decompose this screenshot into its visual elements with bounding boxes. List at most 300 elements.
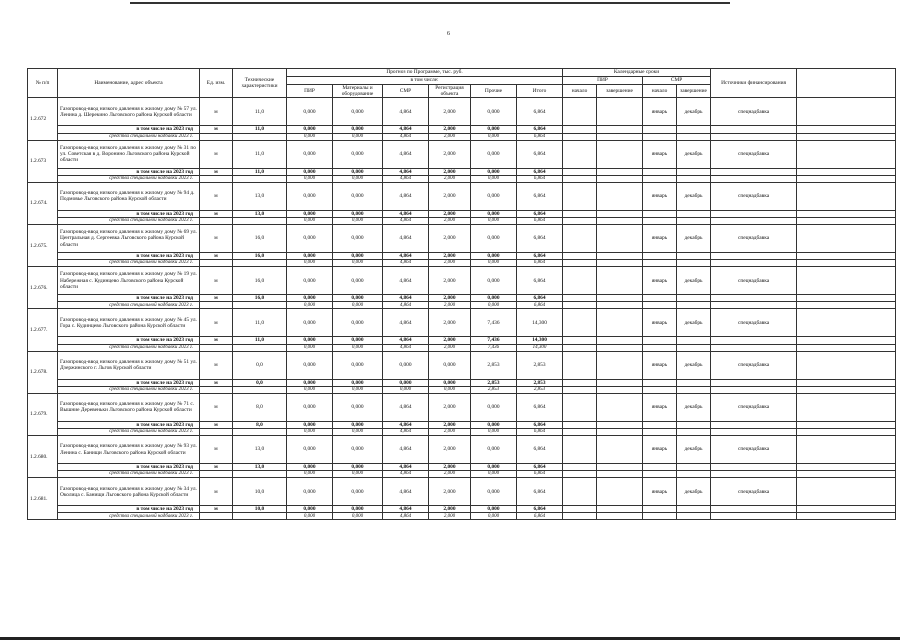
subtotal-empty (711, 253, 797, 260)
subtotal-unit: м (200, 253, 233, 260)
row-smr: 4,864 (383, 267, 429, 295)
row-smr-start: январь (643, 351, 677, 379)
header-pir: ПИР (287, 85, 333, 98)
funding-empty (677, 302, 711, 309)
subtotal-smr: 4,864 (383, 464, 429, 471)
row-smr-end: декабрь (677, 140, 711, 168)
funding-row (28, 218, 896, 225)
subtotal-reg: 2,000 (429, 337, 471, 344)
subtotal-smr: 4,864 (383, 126, 429, 133)
funding-tech (233, 302, 287, 309)
funding-total: 6,864 (517, 471, 563, 478)
row-source: спецнадбавка (711, 309, 797, 337)
funding-pir: 0,000 (287, 260, 333, 267)
subtotal-empty (677, 421, 711, 428)
subtotal-empty (563, 464, 597, 471)
funding-pir: 0,000 (287, 344, 333, 351)
subtotal-pir: 0,000 (287, 464, 333, 471)
funding-row (28, 513, 896, 520)
funding-empty (563, 386, 597, 393)
row-other: 0,000 (471, 140, 517, 168)
row-total: 6,864 (517, 267, 563, 295)
subtotal-other: 0,000 (471, 464, 517, 471)
row-materials: 0,000 (333, 225, 383, 253)
row-reg: 2,000 (429, 182, 471, 210)
subtotal-smr: 0,000 (383, 379, 429, 386)
subtotal-empty (711, 295, 797, 302)
funding-empty (797, 429, 896, 436)
row-total: 6,864 (517, 393, 563, 421)
header-calendar: Календарные сроки (563, 69, 711, 77)
row-total: 14,300 (517, 309, 563, 337)
funding-total: 14,300 (517, 344, 563, 351)
row-spare (797, 267, 896, 295)
table-row (28, 393, 896, 421)
subtotal-empty (597, 464, 643, 471)
row-name: Газопровод-ввод низкого давления к жилому дому № 34 ул. Околица с. Банищи Льговского района Курской области (58, 478, 200, 506)
subtotal-row (28, 379, 896, 386)
subtotal-tech: 13,0 (233, 464, 287, 471)
funding-empty (643, 133, 677, 140)
table-row (28, 267, 896, 295)
row-source: спецнадбавка (711, 478, 797, 506)
row-smr-start: январь (643, 436, 677, 464)
subtotal-tech: 11,0 (233, 168, 287, 175)
row-unit: м (200, 98, 233, 126)
funding-row (28, 260, 896, 267)
row-reg: 0,000 (429, 351, 471, 379)
subtotal-empty (597, 506, 643, 513)
row-name: Газопровод-ввод низкого давления к жилому дому № 69 ул. Центральная д. Сергеевка Льговского района Курской области (58, 225, 200, 253)
subtotal-unit: м (200, 168, 233, 175)
row-total: 6,864 (517, 478, 563, 506)
subtotal-empty (643, 379, 677, 386)
funding-empty (643, 175, 677, 182)
subtotal-empty (711, 126, 797, 133)
subtotal-empty (597, 253, 643, 260)
row-total: 6,864 (517, 140, 563, 168)
row-pir-end (597, 225, 643, 253)
header-pir-start: начало (563, 85, 597, 98)
funding-other: 0,000 (471, 429, 517, 436)
table-row (28, 225, 896, 253)
row-pir: 0,000 (287, 140, 333, 168)
subtotal-empty (563, 126, 597, 133)
subtotal-label: в том числе на 2023 год (58, 379, 200, 386)
subtotal-total: 6,864 (517, 421, 563, 428)
row-name: Газопровод-ввод низкого давления к жилому дому № 57 ул. Ленина д. Шерекино Льговского района Курской области (58, 98, 200, 126)
row-smr-end: декабрь (677, 182, 711, 210)
subtotal-empty (711, 464, 797, 471)
row-smr: 4,864 (383, 393, 429, 421)
table-header (28, 69, 896, 98)
funding-smr: 4,864 (383, 471, 429, 478)
subtotal-reg: 2,000 (429, 421, 471, 428)
row-tech: 0,0 (233, 351, 287, 379)
row-other: 0,000 (471, 225, 517, 253)
row-pir: 0,000 (287, 393, 333, 421)
subtotal-reg: 0,000 (429, 379, 471, 386)
subtotal-empty (597, 337, 643, 344)
table-row (28, 140, 896, 168)
subtotal-empty (797, 421, 896, 428)
row-smr: 0,000 (383, 351, 429, 379)
row-tech: 13,0 (233, 182, 287, 210)
funding-empty (563, 513, 597, 520)
subtotal-mat: 0,000 (333, 506, 383, 513)
subtotal-label: в том числе на 2023 год (58, 337, 200, 344)
subtotal-mat: 0,000 (333, 464, 383, 471)
subtotal-total: 2,853 (517, 379, 563, 386)
row-smr: 4,864 (383, 436, 429, 464)
subtotal-tech: 13,0 (233, 210, 287, 217)
row-materials: 0,000 (333, 351, 383, 379)
subtotal-empty (677, 379, 711, 386)
subtotal-other: 0,000 (471, 506, 517, 513)
row-unit: м (200, 478, 233, 506)
subtotal-other: 7,436 (471, 337, 517, 344)
funding-tech (233, 386, 287, 393)
subtotal-mat: 0,000 (333, 421, 383, 428)
subtotal-empty (797, 337, 896, 344)
subtotal-empty (563, 295, 597, 302)
funding-other: 0,000 (471, 471, 517, 478)
funding-total: 6,864 (517, 513, 563, 520)
row-smr-start: январь (643, 225, 677, 253)
row-spare (797, 393, 896, 421)
funding-unit (200, 513, 233, 520)
funding-empty (597, 218, 643, 225)
subtotal-reg: 2,000 (429, 253, 471, 260)
subtotal-empty (711, 210, 797, 217)
subtotal-empty (677, 253, 711, 260)
funding-label: средства специальной надбавки 2023 г. (58, 133, 200, 140)
funding-empty (711, 344, 797, 351)
row-source: спецнадбавка (711, 436, 797, 464)
funding-reg: 2,000 (429, 133, 471, 140)
subtotal-smr: 4,864 (383, 506, 429, 513)
funding-smr: 4,864 (383, 260, 429, 267)
row-name: Газопровод-ввод низкого давления к жилому дому № 51 ул. Дзержинского г. Льгов Курской области (58, 351, 200, 379)
row-reg: 2,000 (429, 225, 471, 253)
funding-unit (200, 218, 233, 225)
subtotal-unit: м (200, 295, 233, 302)
funding-empty (797, 513, 896, 520)
subtotal-smr: 4,864 (383, 295, 429, 302)
row-smr-end: декабрь (677, 267, 711, 295)
funding-mat: 0,000 (333, 260, 383, 267)
funding-empty (797, 471, 896, 478)
funding-mat: 0,000 (333, 133, 383, 140)
row-pir: 0,000 (287, 98, 333, 126)
row-pir-end (597, 267, 643, 295)
funding-label: средства специальной надбавки 2023 г. (58, 513, 200, 520)
subtotal-pir: 0,000 (287, 379, 333, 386)
subtotal-row (28, 506, 896, 513)
row-pir-start (563, 225, 597, 253)
subtotal-row (28, 295, 896, 302)
subtotal-row (28, 464, 896, 471)
row-name: Газопровод-ввод низкого давления к жилому дому № 19 ул. Набережная с. Кудинцево Льговского района Курской области (58, 267, 200, 295)
subtotal-empty (563, 168, 597, 175)
subtotal-empty (677, 168, 711, 175)
funding-empty (597, 386, 643, 393)
funding-empty (797, 344, 896, 351)
funding-row (28, 429, 896, 436)
row-pir-start (563, 393, 597, 421)
subtotal-mat: 0,000 (333, 379, 383, 386)
funding-smr: 4,864 (383, 302, 429, 309)
table-body (28, 98, 896, 520)
row-pir-end (597, 309, 643, 337)
subtotal-empty (563, 337, 597, 344)
funding-empty (677, 218, 711, 225)
subtotal-smr: 4,864 (383, 168, 429, 175)
subtotal-unit: м (200, 379, 233, 386)
row-spare (797, 98, 896, 126)
subtotal-empty (643, 295, 677, 302)
row-smr-end: декабрь (677, 436, 711, 464)
row-pir-start (563, 478, 597, 506)
row-pir-end (597, 393, 643, 421)
row-materials: 0,000 (333, 98, 383, 126)
funding-empty (597, 344, 643, 351)
row-reg: 2,000 (429, 478, 471, 506)
header-name: Наименование, адрес объекта (58, 69, 200, 98)
subtotal-unit: м (200, 506, 233, 513)
subtotal-empty (563, 379, 597, 386)
row-smr-start: январь (643, 309, 677, 337)
funding-empty (711, 513, 797, 520)
subtotal-other: 0,000 (471, 210, 517, 217)
subtotal-empty (797, 379, 896, 386)
row-total: 6,864 (517, 98, 563, 126)
funding-empty (597, 133, 643, 140)
row-name: Газопровод-ввод низкого давления к жилому дому № 93 ул. Ленина с. Банищи Льговского района Курской области (58, 436, 200, 464)
row-tech: 13,0 (233, 436, 287, 464)
row-total: 6,864 (517, 436, 563, 464)
row-name: Газопровод-ввод низкого давления к жилому дому № 71 с. Вышние Деревеньки Льговского района Курской области (58, 393, 200, 421)
row-unit: м (200, 309, 233, 337)
subtotal-smr: 4,864 (383, 421, 429, 428)
subtotal-empty (643, 253, 677, 260)
funding-pir: 0,000 (287, 133, 333, 140)
subtotal-empty (797, 168, 896, 175)
table-row (28, 478, 896, 506)
funding-smr: 4,864 (383, 429, 429, 436)
row-total: 2,853 (517, 351, 563, 379)
row-pir-start (563, 309, 597, 337)
subtotal-row (28, 210, 896, 217)
row-pir-start (563, 140, 597, 168)
row-pir-end (597, 98, 643, 126)
funding-label: средства специальной надбавки 2023 г. (58, 429, 200, 436)
funding-other: 0,000 (471, 513, 517, 520)
subtotal-total: 6,864 (517, 126, 563, 133)
row-code: 1.2.676. (28, 267, 58, 309)
header-smr: СМР (383, 85, 429, 98)
subtotal-tech: 11,0 (233, 126, 287, 133)
subtotal-pir: 0,000 (287, 253, 333, 260)
row-name: Газопровод-ввод низкого давления к жилому дому № 45 ул. Гора с. Кудинцево Льговского района Курской области (58, 309, 200, 337)
funding-unit (200, 302, 233, 309)
row-source: спецнадбавка (711, 98, 797, 126)
row-smr: 4,864 (383, 182, 429, 210)
subtotal-tech: 0,0 (233, 379, 287, 386)
funding-reg: 2,000 (429, 513, 471, 520)
funding-tech (233, 133, 287, 140)
row-smr-start: январь (643, 98, 677, 126)
funding-smr: 4,864 (383, 513, 429, 520)
funding-row (28, 386, 896, 393)
row-code: 1.2.672 (28, 98, 58, 140)
row-spare (797, 140, 896, 168)
row-pir: 0,000 (287, 436, 333, 464)
subtotal-empty (643, 421, 677, 428)
subtotal-empty (677, 464, 711, 471)
row-pir-end (597, 436, 643, 464)
subtotal-label: в том числе на 2023 год (58, 168, 200, 175)
subtotal-label: в том числе на 2023 год (58, 506, 200, 513)
row-smr: 4,864 (383, 140, 429, 168)
row-materials: 0,000 (333, 267, 383, 295)
row-tech: 16,0 (233, 267, 287, 295)
row-pir: 0,000 (287, 351, 333, 379)
subtotal-empty (643, 337, 677, 344)
funding-empty (797, 218, 896, 225)
row-pir-end (597, 182, 643, 210)
funding-pir: 0,000 (287, 513, 333, 520)
row-pir-start (563, 436, 597, 464)
header-num: № п/п (28, 69, 58, 98)
subtotal-empty (643, 506, 677, 513)
subtotal-empty (563, 253, 597, 260)
subtotal-row (28, 421, 896, 428)
row-reg: 2,000 (429, 393, 471, 421)
funding-other: 0,000 (471, 175, 517, 182)
subtotal-other: 0,000 (471, 421, 517, 428)
row-pir-end (597, 478, 643, 506)
row-tech: 16,0 (233, 225, 287, 253)
subtotal-empty (797, 126, 896, 133)
row-source: спецнадбавка (711, 140, 797, 168)
funding-pir: 0,000 (287, 218, 333, 225)
funding-empty (797, 175, 896, 182)
subtotal-empty (797, 253, 896, 260)
subtotal-empty (563, 421, 597, 428)
row-smr-end: декабрь (677, 225, 711, 253)
row-unit: м (200, 436, 233, 464)
funding-unit (200, 471, 233, 478)
scan-top-edge (130, 2, 730, 4)
funding-row (28, 175, 896, 182)
funding-empty (711, 471, 797, 478)
subtotal-other: 0,000 (471, 126, 517, 133)
funding-row (28, 471, 896, 478)
header-unit: Ед. изм. (200, 69, 233, 98)
subtotal-row (28, 337, 896, 344)
row-other: 0,000 (471, 182, 517, 210)
row-smr: 4,864 (383, 309, 429, 337)
funding-mat: 0,000 (333, 386, 383, 393)
row-source: спецнадбавка (711, 393, 797, 421)
funding-empty (563, 133, 597, 140)
funding-other: 0,000 (471, 260, 517, 267)
funding-label: средства специальной надбавки 2023 г. (58, 218, 200, 225)
header-other: Прочие (471, 85, 517, 98)
subtotal-reg: 2,000 (429, 126, 471, 133)
subtotal-mat: 0,000 (333, 126, 383, 133)
subtotal-empty (563, 210, 597, 217)
funding-empty (797, 133, 896, 140)
subtotal-unit: м (200, 421, 233, 428)
subtotal-other: 0,000 (471, 295, 517, 302)
row-source: спецнадбавка (711, 267, 797, 295)
funding-unit (200, 344, 233, 351)
funding-reg: 2,000 (429, 175, 471, 182)
funding-empty (563, 429, 597, 436)
funding-other: 0,000 (471, 133, 517, 140)
row-pir-start (563, 351, 597, 379)
funding-unit (200, 386, 233, 393)
funding-empty (677, 513, 711, 520)
subtotal-total: 6,864 (517, 210, 563, 217)
row-code: 1.2.681. (28, 478, 58, 520)
row-reg: 2,000 (429, 98, 471, 126)
funding-empty (563, 175, 597, 182)
subtotal-pir: 0,000 (287, 337, 333, 344)
funding-empty (677, 386, 711, 393)
subtotal-other: 0,000 (471, 168, 517, 175)
subtotal-label: в том числе на 2023 год (58, 210, 200, 217)
funding-label: средства специальной надбавки 2023 г. (58, 386, 200, 393)
row-pir: 0,000 (287, 182, 333, 210)
funding-label: средства специальной надбавки 2023 г. (58, 260, 200, 267)
funding-reg: 2,000 (429, 302, 471, 309)
funding-total: 2,853 (517, 386, 563, 393)
row-reg: 2,000 (429, 309, 471, 337)
row-smr-start: январь (643, 140, 677, 168)
funding-pir: 0,000 (287, 471, 333, 478)
subtotal-empty (677, 295, 711, 302)
funding-empty (597, 429, 643, 436)
funding-empty (711, 260, 797, 267)
funding-reg: 2,000 (429, 471, 471, 478)
row-smr-end: декабрь (677, 309, 711, 337)
subtotal-reg: 2,000 (429, 506, 471, 513)
row-pir: 0,000 (287, 309, 333, 337)
funding-empty (563, 344, 597, 351)
row-source: спецнадбавка (711, 225, 797, 253)
funding-pir: 0,000 (287, 386, 333, 393)
funding-empty (677, 260, 711, 267)
funding-total: 6,864 (517, 302, 563, 309)
subtotal-label: в том числе на 2023 год (58, 253, 200, 260)
row-code: 1.2.680. (28, 436, 58, 478)
row-unit: м (200, 267, 233, 295)
header-sources: Источники финансирования (711, 69, 797, 98)
subtotal-empty (563, 506, 597, 513)
subtotal-reg: 2,000 (429, 168, 471, 175)
subtotal-unit: м (200, 126, 233, 133)
subtotal-smr: 4,864 (383, 210, 429, 217)
row-smr: 4,864 (383, 478, 429, 506)
subtotal-pir: 0,000 (287, 210, 333, 217)
subtotal-unit: м (200, 210, 233, 217)
funding-empty (643, 302, 677, 309)
row-unit: м (200, 351, 233, 379)
funding-row (28, 344, 896, 351)
